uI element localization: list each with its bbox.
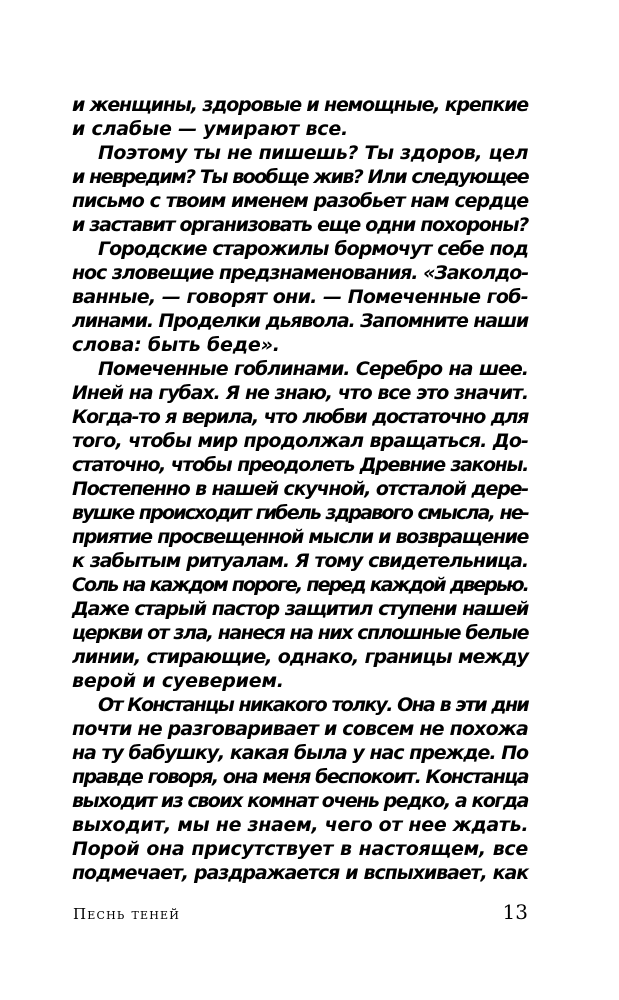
text-line: Соль на каждом пороге, перед каждой дверью. [72, 574, 528, 596]
text-line: Когда-то я верила, что любви достаточно для [72, 406, 528, 428]
text-line: Городские старожилы бормочут себе под [98, 238, 528, 260]
text-line: ванные, — говорят они. — Помеченные гоб- [72, 286, 528, 308]
text-line: приятие просвещенной мысли и возвращение [72, 526, 528, 548]
text-line: выходит из своих комнат очень редко, а когда [72, 790, 528, 812]
text-line: и женщины, здоровые и немощные, крепкие [72, 94, 528, 116]
page-number: 13 [502, 900, 528, 924]
text-line: Помеченные гоблинами. Серебро на шее. [98, 358, 528, 380]
text-line: и невредим? Ты вообще жив? Или следующее [72, 166, 528, 188]
text-line: нос зловещие предзнаменования. «Заколдо- [72, 262, 528, 284]
text-line: Порой она присутствует в настоящем, все [72, 838, 528, 860]
text-line: линии, стирающие, однако, границы между [72, 646, 528, 668]
text-line: Постепенно в нашей скучной, отсталой дере- [72, 478, 528, 500]
text-line: подмечает, раздражается и вспыхивает, как [72, 862, 528, 884]
text-line: Иней на губах. Я не знаю, что все это значит. [72, 382, 528, 404]
text-line: линами. Проделки дьявола. Запомните наши [72, 310, 528, 332]
text-line: правде говоря, она меня беспокоит. Констанца [72, 766, 528, 788]
text-line: верой и суеверием. [72, 670, 284, 692]
text-line: письмо с твоим именем разобьет нам сердце [72, 190, 528, 212]
text-line: к забытым ритуалам. Я тому свидетельница. [72, 550, 528, 572]
text-line: Поэтому ты не пишешь? Ты здоров, цел [98, 142, 528, 164]
text-line: вушке происходит гибель здравого смысла, не- [72, 502, 528, 524]
text-line: слова: быть беде». [72, 334, 280, 356]
text-line: на ту бабушку, какая была у нас прежде. По [72, 742, 528, 764]
text-line: выходит, мы не знаем, чего от нее ждать. [72, 814, 529, 836]
text-line: и слабые — умирают все. [72, 118, 349, 140]
text-line: статочно, чтобы преодолеть Древние законы. [72, 454, 528, 476]
running-footer-title: Песнь теней [73, 905, 181, 923]
text-line: того, чтобы мир продолжал вращаться. До- [72, 430, 528, 452]
text-line: Даже старый пастор защитил ступени нашей [72, 598, 528, 620]
text-line: почти не разговаривает и совсем не похожа [72, 718, 528, 740]
text-line: церкви от зла, нанеся на них сплошные белые [72, 622, 528, 644]
text-line: От Констанцы никакого толку. Она в эти дни [98, 694, 528, 716]
text-line: и заставит организовать еще одни похороны? [72, 214, 528, 236]
